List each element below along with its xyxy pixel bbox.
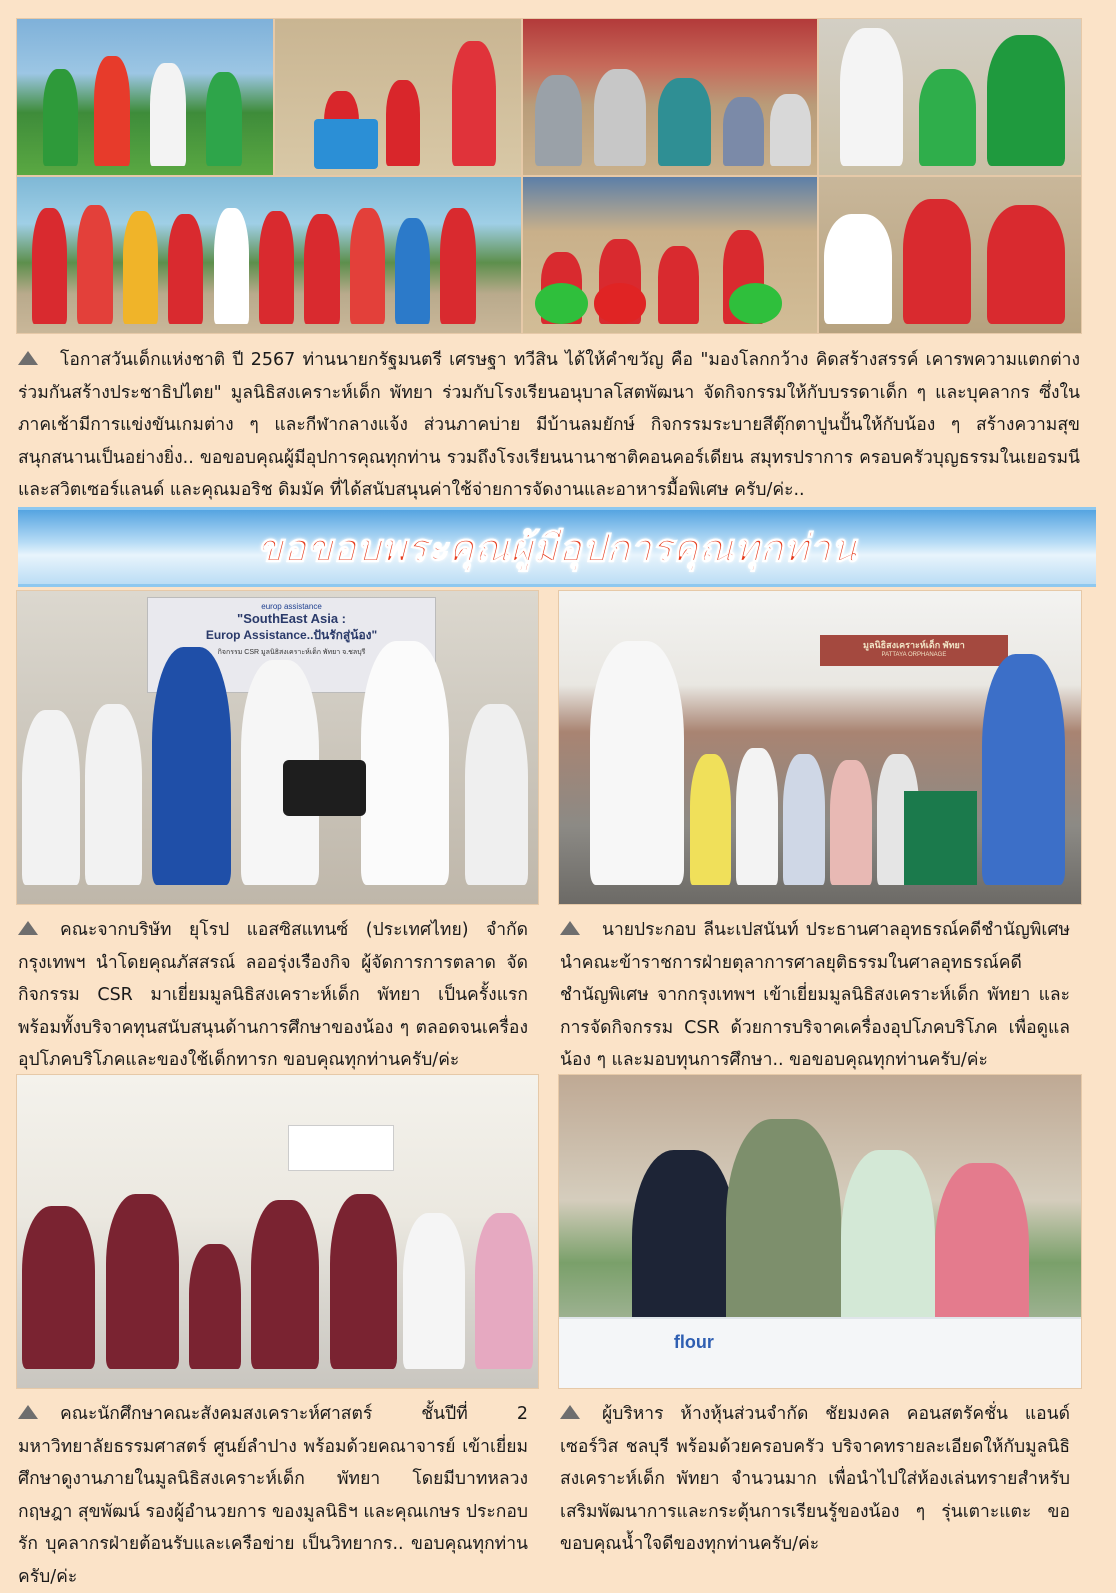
photo-group-red-shirts: [16, 176, 522, 334]
photo-ball-game-kids: [274, 18, 522, 176]
photo-children-day-parade: [16, 18, 274, 176]
photo-sand-donation-family: [558, 1074, 1082, 1389]
caption-court-visit: นายประกอบ ลีนะเปสนันท์ ประธานศาลอุทธรณ์คดีชำนัญพิเศษ นำคณะข้าราชการฝ่ายตุลาการศาลยุติธรรมในศาลอุทธรณ์คดีชำนัญพิเศษ จากกรุงเทพฯ เข้าเยี่ยมมูลนิธิสงเคราะห์เด็ก พัทยา และการจัดกิจกรรม CSR ด้วยการบริจาคเครื่องอุปโภคบริโภค เพื่อดูแลน้อง ๆ และมอบทุนการศึกษา.. ขอขอบคุณทุกท่านครับ/ค่ะ: [560, 920, 1070, 1070]
photo-clown-makeup: [818, 18, 1082, 176]
caption-europ-assistance: คณะจากบริษัท ยุโรป แอสซิสแทนซ์ (ประเทศไทย) จำกัด กรุงเทพฯ นำโดยคุณภัสสรณ์ ลออรุ่งเรืองกิจ ผู้จัดการการตลาด จัดกิจกรรม CSR มาเยี่ยมมูลนิธิสงเคราะห์เด็ก พัทยา เป็นครั้งแรก พร้อมทั้งบริจาคทุนสนับสนุนด้านการศึกษาของน้อง ๆ ตลอดจนเครื่องอุปโภคบริโภคและของใช้เด็กทารก ขอบคุณทุกท่านครับ/ค่ะ: [18, 920, 528, 1070]
triangle-marker-icon: [560, 1405, 580, 1419]
triangle-marker-icon: [18, 1405, 38, 1419]
photo-face-paint-game: [522, 18, 818, 176]
caption-students-visit: คณะนักศึกษาคณะสังคมสงเคราะห์ศาสตร์ ชั้นปีที่ 2 มหาวิทยาลัยธรรมศาสตร์ ศูนย์ลำปาง พร้อมด้วยคณาจารย์ เข้าเยี่ยมศึกษาดูงานภายในมูลนิธิสงเคราะห์เด็ก พัทยา โดยมีบาทหลวงกฤษฎา สุขพัฒน์ รองผู้อำนวยการ ของมูลนิธิฯ และคุณเกษร ประกอบรัก บุคลากรฝ่ายต้อนรับและเครือข่าย เป็นวิทยากร.. ขอบคุณทุกท่านครับ/ค่ะ: [18, 1404, 528, 1587]
banner-title: ขอขอบพระคุณผู้มีอุปการคุณทุกท่าน: [256, 524, 858, 570]
photo-students-study-visit: [16, 1074, 539, 1389]
europ-assistance-logo-text: europ assistance: [261, 602, 322, 612]
caption-sand-donation: ผู้บริหาร ห้างหุ้นส่วนจำกัด ชัยมงคล คอนสตรัคชั่น แอนด์ เซอร์วิส ชลบุรี พร้อมด้วยครอบครัว บริจาคทรายละเอียดให้กับมูลนิธิสงเคราะห์เด็ก พัทยา จำนวนมาก เพื่อนำไปใส่ห้องเล่นทรายสำหรับเสริมพัฒนาการและกระตุ้นการเรียนรู้ของน้อง ๆ รุ่นเตาะแตะ ขอขอบคุณน้ำใจดีของทุกท่านครับ/ค่ะ: [560, 1404, 1070, 1554]
triangle-marker-icon: [18, 351, 38, 365]
triangle-marker-icon: [18, 921, 38, 935]
event-signboard: europ assistance "SouthEast Asia : Europ Assistance..ปันรักสู่น้อง" กิจกรรม CSR มูลนิธิสงเคราะห์เด็ก พัทยา จ.ชลบุรี: [147, 597, 436, 693]
orphanage-sign: มูลนิธิสงเคราะห์เด็ก พัทยา PATTAYA ORPHANAGE: [820, 635, 1008, 666]
photo-court-officials-visit: [558, 590, 1082, 905]
intro-caption: โอกาสวันเด็กแห่งชาติ ปี 2567 ท่านนายกรัฐมนตรี เศรษฐา ทวีสิน ได้ให้คำขวัญ คือ "มองโลกกว้าง คิดสร้างสรรค์ เคารพความแตกต่าง ร่วมกันสร้างประชาธิปไตย" มูลนิธิสงเคราะห์เด็ก พัทยา ร่วมกับโรงเรียนอนุบาลโสตพัฒนา จัดกิจกรรมให้กับบรรดาเด็ก ๆ และบุคลากร ซึ่งในภาคเช้ามีการแข่งขันเกมต่าง ๆ และกีฬากลางแจ้ง ส่วนภาคบ่าย มีบ้านลมยักษ์ กิจกรรมระบายสีตุ๊กตาปูนปั้นให้กับน้อง ๆ สร้างความสุขสนุกสนานเป็นอย่างยิ่ง.. ขอขอบคุณผู้มีอุปการคุณทุกท่าน รวมถึงโรงเรียนนานาชาติคอนคอร์เดียน สมุทรปราการ ครอบครัวบุญธรรมในเยอรมนีและสวิตเซอร์แลนด์ และคุณมอริช ดิมมัค ที่ได้สนับสนุนค่าใช้จ่ายการจัดงานและอาหารมื้อพิเศษ ครับ/ค่ะ..: [18, 350, 1080, 500]
photo-kids-hopper-race: [522, 176, 818, 334]
thanks-banner: [18, 507, 1096, 587]
flour-sacks: flour: [559, 1317, 1081, 1388]
triangle-marker-icon: [560, 921, 580, 935]
photo-europ-assistance-visit: [16, 590, 539, 905]
photo-blindfold-game: [818, 176, 1082, 334]
